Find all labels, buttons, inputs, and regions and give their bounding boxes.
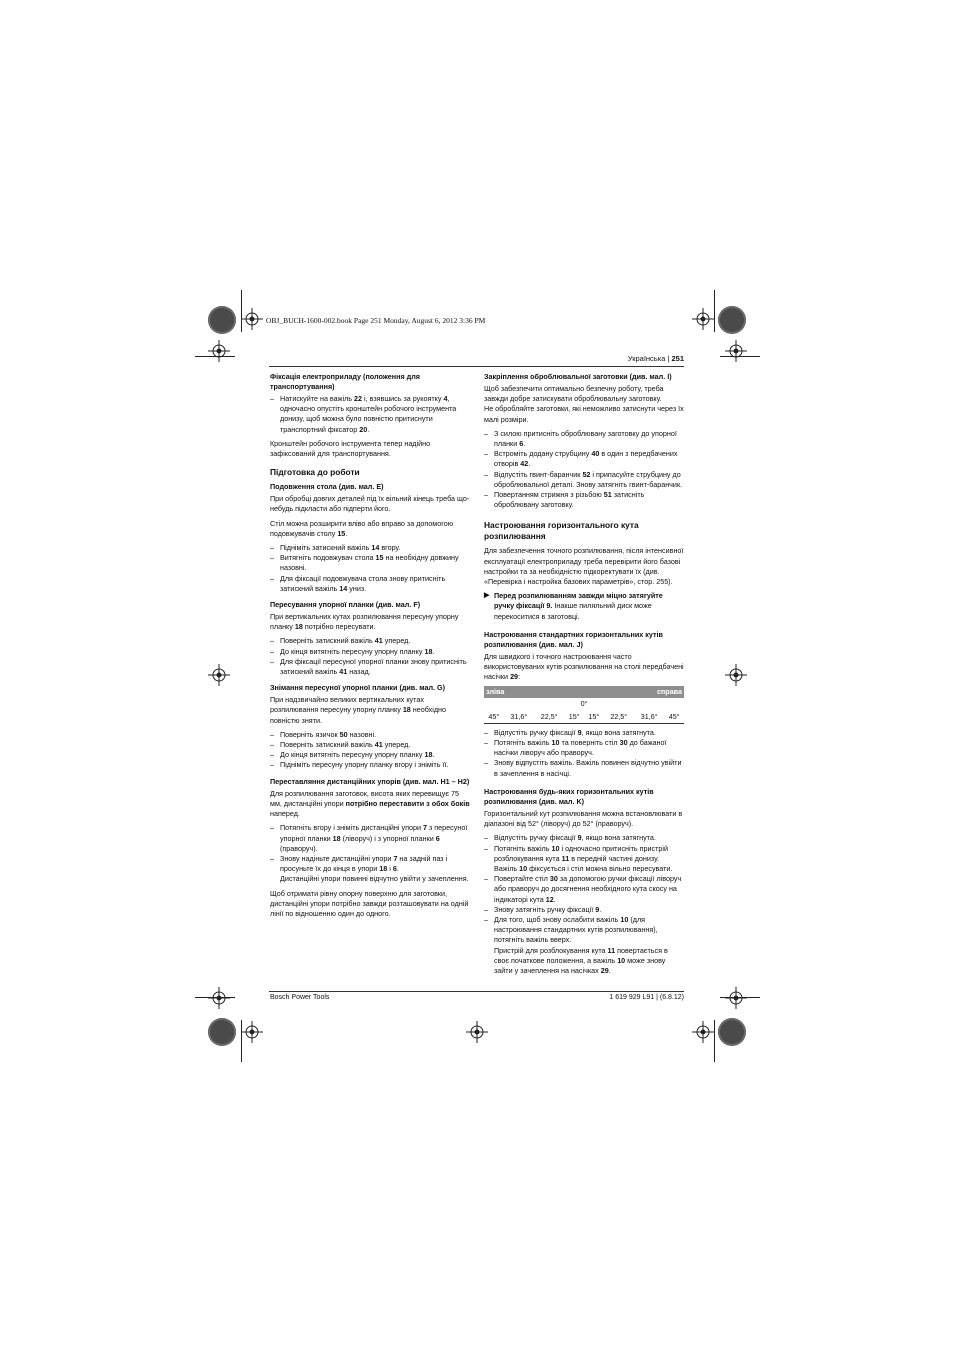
- crop-mark: [714, 290, 715, 332]
- crop-mark: [241, 1020, 242, 1062]
- section-heading: Подовження стола (див. мал. E): [270, 482, 384, 492]
- table-header-right: справа: [584, 686, 684, 698]
- paragraph: При надзвичайно великих вертикальних кутах розпилювання пересуну упорну планку 18 необхідно повністю зняти.: [270, 695, 447, 725]
- table-cell: 22,5°: [534, 711, 564, 724]
- list-note: Важіль 10 фіксується і стіл можна вільно пересувати.: [494, 863, 673, 873]
- any-list: [484, 833, 684, 976]
- right-column: [484, 372, 684, 980]
- list-item: – Повертайте стіл 30 за допомогою ручки фіксації ліворуч або праворуч до досягнення необхідного кута скосу на індикаторі кута 12.: [484, 874, 684, 905]
- paragraph: При вертикальних кутах розпилювання пересуну упорну планку 18 потрібно пересувати.: [270, 612, 459, 632]
- page-number: 251: [671, 354, 684, 363]
- section-heading: Настроювання стандартних горизонтальних кутів розпилювання (див. мал. J): [484, 629, 663, 649]
- list-note: Дистанційні упори повинні відчутно увійти у зачеплення.: [280, 874, 469, 884]
- list-item: – Потягніть важіль 10 і одночасно притисніть пристрій розблокування кута 11 в передній частині донизу.: [484, 844, 684, 864]
- registration-dot: [718, 306, 746, 334]
- paragraph: Для забезпечення точного розпилювання, після інтенсивної експлуатації електроприладу треба перевірити його базові настройки та за необхідністю підкоректувати їх (див. «Перевірка і настройка базових параметрів», стор. 255).: [484, 546, 684, 587]
- page-header: [560, 354, 684, 363]
- registration-dot: [208, 306, 236, 334]
- section-title: Підготовка до роботи: [270, 467, 360, 478]
- crop-mark: [714, 1020, 715, 1062]
- table-row: [484, 711, 684, 724]
- list-item: – Поверніть затискний важіль 41 уперед.: [270, 636, 470, 646]
- crop-mark: [195, 997, 235, 998]
- table-cell: 15°: [584, 711, 604, 724]
- list-item: – Поверніть затискний важіль 41 уперед.: [270, 740, 470, 750]
- list-item: – До кінця витягніть пересуну упорну планку 18.: [270, 750, 470, 760]
- list-item: – Для того, щоб знову ослабити важіль 10 (для настроювання стандартних кутів розпилювання), потягніть важіль вверх.: [484, 915, 684, 946]
- list-item: – Відпустіть ручку фіксації 9, якщо вона затягнута.: [484, 833, 684, 843]
- table-center-value: 0°: [580, 699, 588, 709]
- page-language: Українська: [627, 354, 666, 363]
- list-item: – Для фіксації пересуної упорної планки знову притисніть затискний важіль 41 назад.: [270, 657, 470, 677]
- list-item: – З силою притисніть оброблювану заготовку до упорної планки 6.: [484, 429, 684, 449]
- clamp-list: [484, 429, 684, 511]
- list-item: – Знову затягніть ручку фіксації 9.: [484, 905, 684, 915]
- ext-list: [270, 543, 470, 594]
- list-item: – Для фіксації подовжувача стола знову притисніть затискний важіль 14 униз.: [270, 574, 470, 594]
- list-item: – Встроміть додану струбцину 40 в один з передбачених отворів 42.: [484, 449, 684, 469]
- list-item: – Витягніть подовжувач стола 15 на необхідну довжину назовні.: [270, 553, 470, 573]
- paragraph: Кронштейн робочого інструмента тепер надійно зафіксований для транспортування.: [270, 438, 431, 459]
- paragraph: Щоб отримати рівну опорну поверхню для заготовки, дистанційні упори потрібно завжди розташовувати на одній лінії по відношенню один до одного.: [270, 888, 469, 918]
- footer-rule: [269, 991, 684, 992]
- crop-mark: [195, 356, 235, 357]
- list-item: – Відпустіть ручку фіксації 9, якщо вона затягнута.: [484, 728, 684, 738]
- remove-list: [270, 730, 470, 771]
- std-list: [484, 728, 684, 779]
- stops-list: [270, 823, 470, 884]
- header-rule: [269, 366, 684, 367]
- list-item: – Повертанням стрижня з різьбою 51 затисніть оброблювану заготовку.: [484, 490, 684, 510]
- section-heading: Фіксація електроприладу (положення для транспортування): [270, 372, 420, 391]
- section-title: Настроювання горизонтального кута розпилювання: [484, 520, 639, 542]
- left-column: [270, 372, 470, 923]
- table-cell: 45°: [484, 711, 504, 724]
- list-item: – Підніміть затискний важіль 14 вгору.: [270, 543, 470, 553]
- angle-table: [484, 686, 684, 723]
- paragraph: Горизонтальний кут розпилювання можна встановлювати в діапазоні від 52° (ліворуч) до 52° (праворуч).: [484, 808, 683, 829]
- table-cell: 22,5°: [604, 711, 634, 724]
- triangle-right-icon: ▶: [484, 592, 490, 600]
- warning-note: ▶ Перед розпилюванням завжди міцно затягуйте ручку фіксації 9. Інакше пиляльний диск може перекоситися в заготовці.: [484, 591, 663, 621]
- crop-mark: [720, 356, 760, 357]
- list-item: – Натискуйте на важіль 22 і, взявшись за рукоятку 4, одночасно опустіть кронштейн робочого інструмента донизу, щоб можна було повністю притиснути транспортний фіксатор 20.: [270, 394, 470, 435]
- fix-list: [270, 394, 470, 435]
- list-item: – Потягніть важіль 10 та поверніть стіл 30 до бажаної насічки ліворуч або праворуч.: [484, 738, 684, 758]
- header-separator: |: [667, 354, 670, 363]
- registration-dot: [208, 1018, 236, 1046]
- section-heading: Пересування упорної планки (див. мал. F): [270, 600, 421, 610]
- registration-dot: [718, 1018, 746, 1046]
- table-header-left: зліва: [484, 686, 584, 698]
- paragraph: Для розпилювання заготовок, висота яких перевищує 75 мм, дистанційні упори потрібно переставити з обох боків наперед.: [270, 788, 470, 819]
- footer-code: 1 619 929 L91 | (6.8.12): [609, 994, 684, 1001]
- table-cell: 45°: [664, 711, 684, 724]
- list-item: – До кінця витягніть пересуну упорну планку 18.: [270, 647, 470, 657]
- table-cell: 31,6°: [634, 711, 664, 724]
- crop-mark: [720, 997, 760, 998]
- section-heading: Настроювання будь-яких горизонтальних кутів розпилювання (див. мал. K): [484, 786, 654, 806]
- paragraph: Щоб забезпечити оптимально безпечну роботу, треба завжди добре затискувати оброблювальну заготовку.: [484, 384, 664, 404]
- list-item: – Знову надіньте дистанційні упори 7 на задній паз і просуньте їх до кінця в упори 18 і 6.: [270, 854, 470, 874]
- print-slug: OBJ_BUCH-1600-002.book Page 251 Monday, August 6, 2012 3:36 PM: [266, 316, 486, 325]
- section-heading: Переставляння дистанційних упорів (див. мал. H1 – H2): [270, 776, 470, 786]
- paragraph: Стіл можна розширити вліво або вправо за допомогою подовжувачів столу 15.: [270, 518, 454, 538]
- paragraph: При обробці довгих деталей під їх вільний кінець треба що-небудь підкласти або підперти його.: [270, 494, 470, 514]
- table-cell: 31,6°: [504, 711, 534, 724]
- paragraph: Не обробляйте заготовки, які неможливо затиснути через їх малі розміри.: [484, 404, 684, 424]
- section-heading: Закріплення оброблювальної заготовки (див. мал. I): [484, 372, 672, 381]
- table-cell: 15°: [564, 711, 584, 724]
- list-item: – Знову відпустіть важіль. Важіль повинен відчутно увійти в зачеплення в насічці.: [484, 758, 684, 778]
- footer-brand: Bosch Power Tools: [270, 994, 330, 1001]
- list-item: – Потягніть вгору і зніміть дистанційні упори 7 з пересуної упорної планки 18 (ліворуч) і з упорної планки 6 (праворуч).: [270, 823, 470, 854]
- list-item: – Відпустіть гвинт-баранчик 52 і припасуйте струбцину до оброблювальної деталі. Знову затягніть гвинт-баранчик.: [484, 470, 684, 490]
- paragraph: Для швидкого і точного настроювання часто використовуваних кутів розпилювання на столі передбачені насічки 29:: [484, 651, 684, 682]
- list-item: – Підніміть пересуну упорну планку вгору і зніміть її.: [270, 760, 470, 770]
- list-item: – Поверніть язичок 50 назовні.: [270, 730, 470, 740]
- fence-list: [270, 636, 470, 677]
- section-heading: Знімання пересуної упорної планки (див. мал. G): [270, 683, 445, 693]
- list-note: Пристрій для розблокування кута 11 повертається в своє початкове положення, а важіль 10 може знову зайти у зачеплення на насічках 29.: [494, 945, 668, 975]
- crop-mark: [241, 290, 242, 332]
